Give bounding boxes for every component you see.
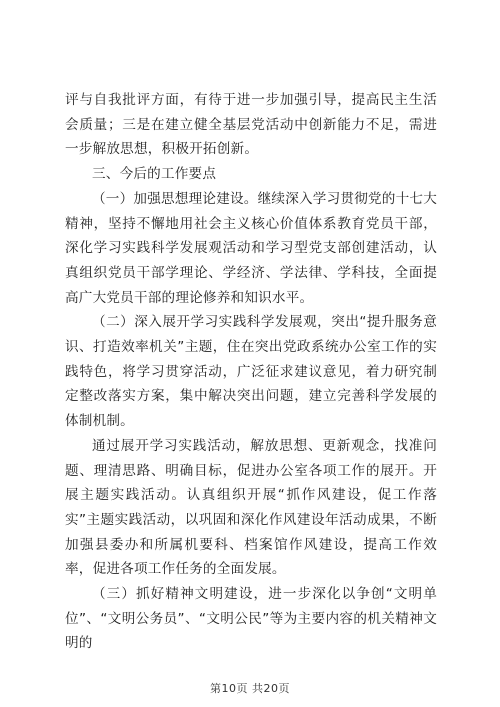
paragraph-practice-activities: 通过展开学习实践活动，解放思想、更新观念，找准问题、理清思路、明确目标，促进办公室各项工作的展开。开展主题实践活动。认真组织开展“抓作风建设，促工作落实”主题实践活动，以巩固和深化作风建设年活动成果，不断加强县委办和所属机要科、档案馆作风建设，提高工作效率，促进各项工作任务的全面发展。 xyxy=(65,437,437,578)
section-heading: 三、今后的工作要点 xyxy=(92,166,217,183)
paragraph-continuation: 评与自我批评方面，有待于进一步加强引导，提高民主生活会质量；三是在建立健全基层党活动中创新能力不足，需进一步解放思想，积极开拓创新。 xyxy=(65,92,437,158)
document-body xyxy=(65,88,437,656)
paragraph-theory-building: （一）加强思想理论建设。继续深入学习贯彻党的十七大精神，坚持不懈地用社会主义核心价值体系教育党员干部，深化学习实践科学发展观活动和学习型党支部创建活动，认真组织党员干部学理论、学经济、学法律、学科技，全面提高广大党员干部的理论修养和知识水平。 xyxy=(65,190,437,306)
page-number-footer: 第10页 共20页 xyxy=(210,682,290,695)
paragraph-spiritual-civilization: （三）抓好精神文明建设，进一步深化以争创“文明单位”、“文明公务员”、“文明公民”等为主要内容的机关精神文明的 xyxy=(65,586,437,652)
paragraph-scientific-development: （二）深入展开学习实践科学发展观，突出“提升服务意识、打造效率机关”主题，住在突出党政系统办公室工作的实践特色，将学习贯穿活动，广泛征求建议意见，着力研究制定整改落实方案，集中解决突出问题，建立完善科学发展的体制机制。 xyxy=(65,314,437,430)
